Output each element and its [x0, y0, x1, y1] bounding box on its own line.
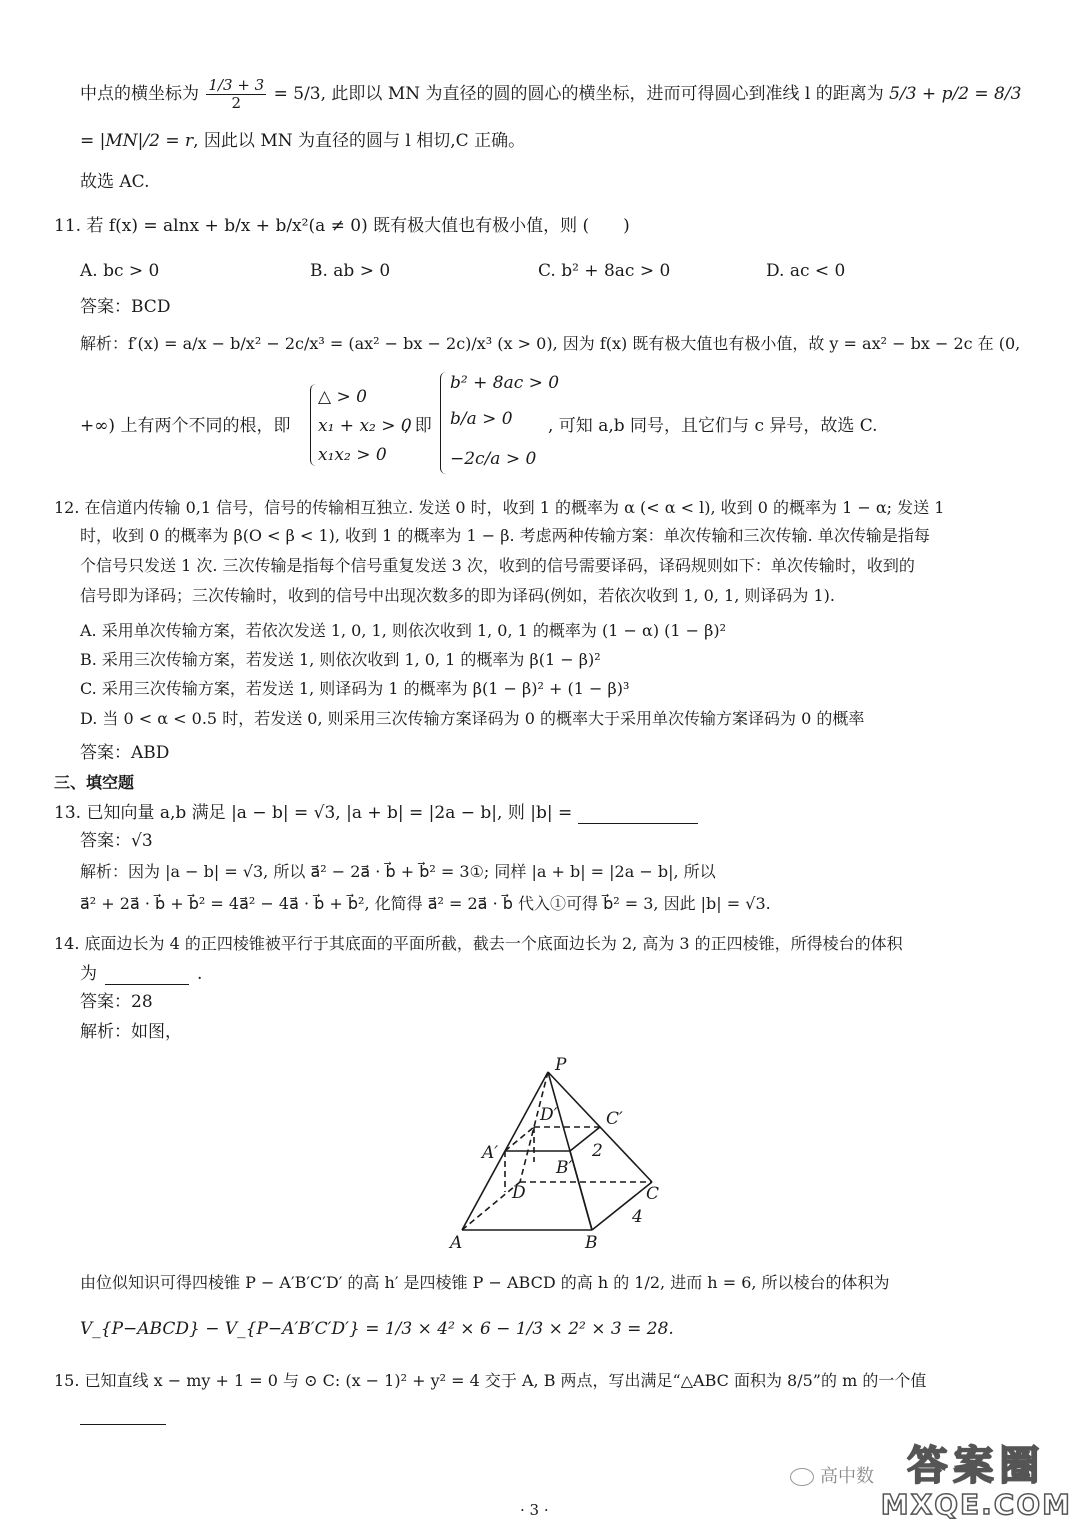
q10-line2: = |MN|/2 = r, 因此以 MN 为直径的圆与 l 相切,C 正确。 — [80, 131, 526, 151]
wechat-icon — [790, 1468, 814, 1486]
frustum-diagram — [440, 1052, 700, 1252]
label-P: P — [555, 1055, 567, 1075]
q11-answer: 答案：BCD — [80, 297, 171, 317]
q12-answer: 答案：ABD — [80, 743, 170, 763]
q12-option-a: A. 采用单次传输方案，若依次发送 1, 0, 1, 则依次收到 1, 0, 1 的概率为 (1 − α) (1 − β)² — [80, 621, 727, 640]
label-B-prime: B′ — [556, 1158, 573, 1178]
q12-line2: 时，收到 0 的概率为 β(O < β < 1), 收到 1 的概率为 1 − β. 考虑两种传输方案：单次传输和三次传输. 单次传输是指每 — [80, 526, 930, 545]
system1-row3: x₁x₂ > 0 — [318, 445, 387, 465]
answer-blank — [578, 805, 698, 824]
section-heading: 三、填空题 — [54, 773, 135, 792]
watermark-logo: 答案圈 — [907, 1443, 1046, 1489]
q11-analysis-2-prefix: +∞) 上有两个不同的根，即 — [80, 416, 291, 436]
q14-explain-2: V_{P−ABCD} − V_{P−A′B′C′D′} = 1/3 × 4² × 6 − 1/3 × 2² × 3 = 28. — [80, 1319, 674, 1339]
q14-stem-1: 14. 底面边长为 4 的正四棱锥被平行于其底面的平面所截，截去一个底面边长为 2, 高为 3 的正四棱锥，所得棱台的体积 — [54, 934, 903, 953]
label-A: A — [450, 1233, 463, 1253]
label-D: D — [512, 1183, 526, 1203]
q12-line4: 信号即为译码；三次传输时，收到的信号中出现次数多的即为译码(例如，若依次收到 1, 0, 1, 则译码为 1). — [80, 586, 835, 605]
q11-option-c: C. b² + 8ac > 0 — [538, 261, 671, 281]
q12-option-b: B. 采用三次传输方案，若发送 1, 则依次收到 1, 0, 1 的概率为 β(1 − β)² — [80, 650, 601, 669]
page-number: · 3 · — [520, 1501, 549, 1519]
system1-row1: △ > 0 — [318, 387, 367, 407]
left-brace — [440, 372, 449, 474]
q14-stem-2: 为 . — [80, 964, 203, 984]
label-C: C — [646, 1184, 660, 1204]
q10-line1: 中点的横坐标为 $\frac{1/3 + 3}{2}$ = 5/3, 此即以 MN 为直径的圆的圆心的横坐标，进而可得圆心到准线 l 的距离为 5/3 + p/2 = 8/3 — [80, 76, 1022, 112]
answer-blank — [80, 1416, 166, 1425]
q14-explain-1: 由位似知识可得四棱锥 P − A′B′C′D′ 的高 h′ 是四棱锥 P − ABCD 的高 h 的 1/2, 进而 h = 6, 所以棱台的体积为 — [80, 1273, 890, 1292]
q12-line3: 个信号只发送 1 次. 三次传输是指每个信号重复发送 3 次，收到的信号需要译码，译码规则如下：单次传输时，收到的 — [80, 556, 915, 575]
system2-row3: −2c/a > 0 — [450, 449, 537, 469]
system2-row2: b/a > 0 — [450, 409, 513, 429]
answer-blank — [105, 966, 189, 985]
system1-row2: x₁ + x₂ > 0 — [318, 416, 412, 436]
wechat-label: 高中数 — [790, 1466, 874, 1488]
label-B: B — [585, 1233, 598, 1253]
fraction: $\frac{1/3 + 3}{2}$ — [208, 76, 265, 112]
q13-answer: 答案：√3 — [80, 831, 153, 851]
q14-answer: 答案：28 — [80, 992, 153, 1012]
q11-option-b: B. ab > 0 — [310, 261, 391, 281]
q12-line1: 12. 在信道内传输 0,1 信号，信号的传输相互独立. 发送 0 时，收到 1 的概率为 α (< α < l), 收到 0 的概率为 1 − α; 发送 1 — [54, 498, 945, 517]
label-A-prime: A′ — [482, 1143, 499, 1163]
label-D-prime: D′ — [540, 1105, 558, 1125]
label-four: 4 — [632, 1207, 643, 1227]
q15-stem: 15. 已知直线 x − my + 1 = 0 与 ⊙ C: (x − 1)² + y² = 4 交于 A, B 两点，写出满足“△ABC 面积为 8/5”的 m 的一个值 — [54, 1371, 927, 1390]
q11-analysis-2-suffix: , 可知 a,b 同号，且它们与 c 异号，故选 C. — [548, 416, 878, 436]
system2-row1: b² + 8ac > 0 — [450, 373, 560, 393]
q11-option-d: D. ac < 0 — [766, 261, 846, 281]
q13-analysis-1: 解析：因为 |a − b| = √3, 所以 a⃗² − 2a⃗ · b⃗ + b⃗² = 3①; 同样 |a + b| = |2a − b|, 所以 — [80, 862, 716, 881]
watermark — [881, 1443, 1072, 1521]
q12-option-d: D. 当 0 < α < 0.5 时，若发送 0, 则采用三次传输方案译码为 0 的概率大于采用单次传输方案译码为 0 的概率 — [80, 709, 865, 728]
q14-analysis: 解析：如图， — [80, 1022, 182, 1042]
q12-option-c: C. 采用三次传输方案，若发送 1, 则译码为 1 的概率为 β(1 − β)² + (1 − β)³ — [80, 679, 630, 698]
label-C-prime: C′ — [606, 1109, 623, 1129]
q13-stem: 13. 已知向量 a,b 满足 |a − b| = √3, |a + b| = |2a − b|, 则 |b| = — [54, 802, 698, 824]
q10-choice: 故选 AC. — [80, 172, 150, 192]
q11-stem: 11. 若 f(x) = alnx + b/x + b/x²(a ≠ 0) 既有极大值也有极小值，则 ( ) — [54, 216, 630, 236]
q11-analysis-1: 解析：f′(x) = a/x − b/x² − 2c/x³ = (ax² − bx − 2c)/x³ (x > 0), 因为 f(x) 既有极大值也有极小值，故 y = ax² − bx − 2c 在 (0, — [80, 334, 1021, 353]
q11-option-a: A. bc > 0 — [80, 261, 160, 281]
q13-analysis-2: a⃗² + 2a⃗ · b⃗ + b⃗² = 4a⃗² − 4a⃗ · b⃗ + b⃗², 化简得 a⃗² = 2a⃗ · b⃗ 代入①可得 b⃗² = 3, 因此 |b| = √3. — [80, 894, 771, 913]
q11-mid: , 即 — [404, 416, 432, 436]
watermark-url: MXQE.COM — [880, 1488, 1072, 1521]
label-two: 2 — [592, 1141, 603, 1161]
